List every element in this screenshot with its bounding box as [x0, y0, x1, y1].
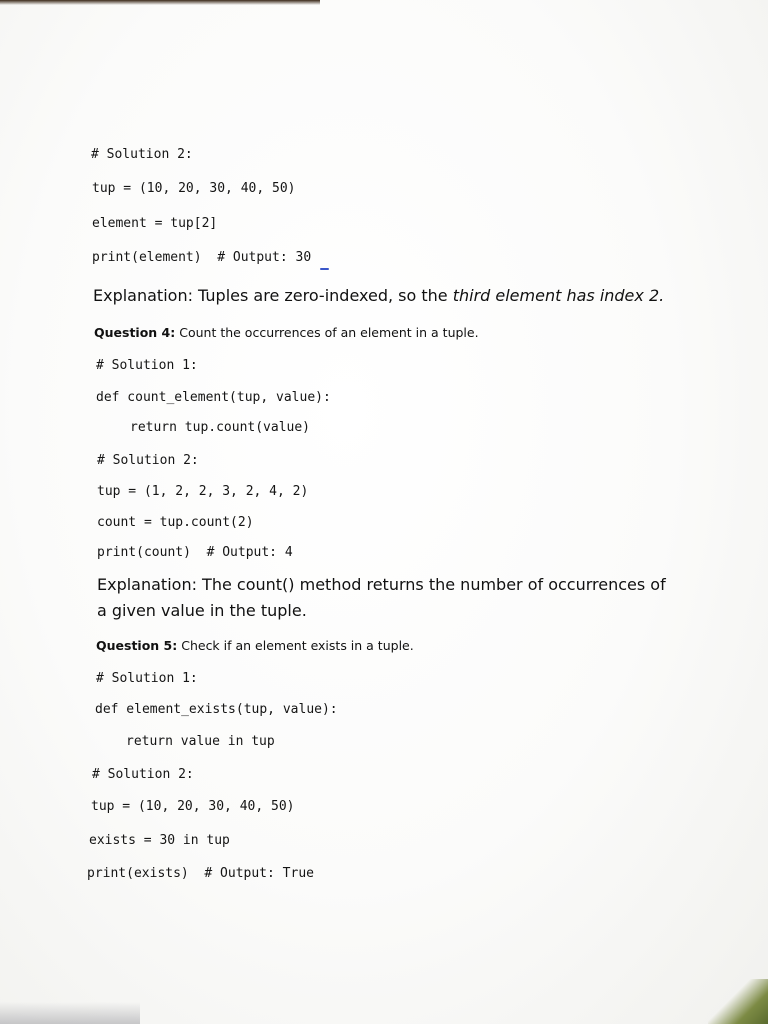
- q5-code-return: return value in tup: [126, 734, 275, 749]
- q5-solution1-comment: # Solution 1:: [96, 671, 198, 686]
- explanation-text: Explanation: Tuples are zero-indexed, so the: [93, 286, 453, 305]
- pen-mark: [320, 268, 329, 270]
- q4-code-def: def count_element(tup, value):: [96, 390, 331, 405]
- q5-code-def: def element_exists(tup, value):: [95, 702, 338, 717]
- solution2-comment: # Solution 2:: [91, 147, 193, 162]
- q4-code-print-count: print(count) # Output: 4: [97, 545, 293, 560]
- q4-code-return: return tup.count(value): [130, 420, 311, 435]
- q5-code-exists: exists = 30 in tup: [89, 833, 230, 848]
- bottom-left-smudge: [0, 1002, 140, 1024]
- q5-solution2-comment: # Solution 2:: [92, 767, 194, 782]
- q5-code-print-exists: print(exists) # Output: True: [87, 866, 314, 881]
- q4-code-count: count = tup.count(2): [97, 515, 254, 530]
- q4-explanation-line2: a given value in the tuple.: [97, 601, 307, 620]
- question5-label: Question 5:: [96, 638, 178, 653]
- code-line-tuple: tup = (10, 20, 30, 40, 50): [92, 181, 296, 196]
- question4-heading: [94, 325, 479, 340]
- q4-solution2-comment: # Solution 2:: [97, 453, 199, 468]
- question5-heading: [96, 638, 414, 653]
- code-line-print-element: print(element) # Output: 30: [92, 250, 312, 265]
- question4-text: Count the occurrences of an element in a tuple.: [175, 325, 479, 340]
- code-line-element: element = tup[2]: [92, 216, 218, 231]
- explanation-tuples: [93, 283, 664, 309]
- q4-solution1-comment: # Solution 1:: [96, 358, 198, 373]
- page-edge-shadow: [0, 0, 320, 5]
- q5-code-tuple: tup = (10, 20, 30, 40, 50): [91, 799, 295, 814]
- explanation-emphasis: third element has index 2.: [452, 286, 665, 305]
- q4-code-tuple: tup = (1, 2, 2, 3, 2, 4, 2): [97, 484, 309, 499]
- q4-explanation-line1: Explanation: The count() method returns the number of occurrences of: [97, 575, 666, 594]
- question4-label: Question 4:: [94, 325, 176, 340]
- bottom-right-corner-shadow: [708, 979, 768, 1024]
- question5-text: Check if an element exists in a tuple.: [177, 638, 414, 653]
